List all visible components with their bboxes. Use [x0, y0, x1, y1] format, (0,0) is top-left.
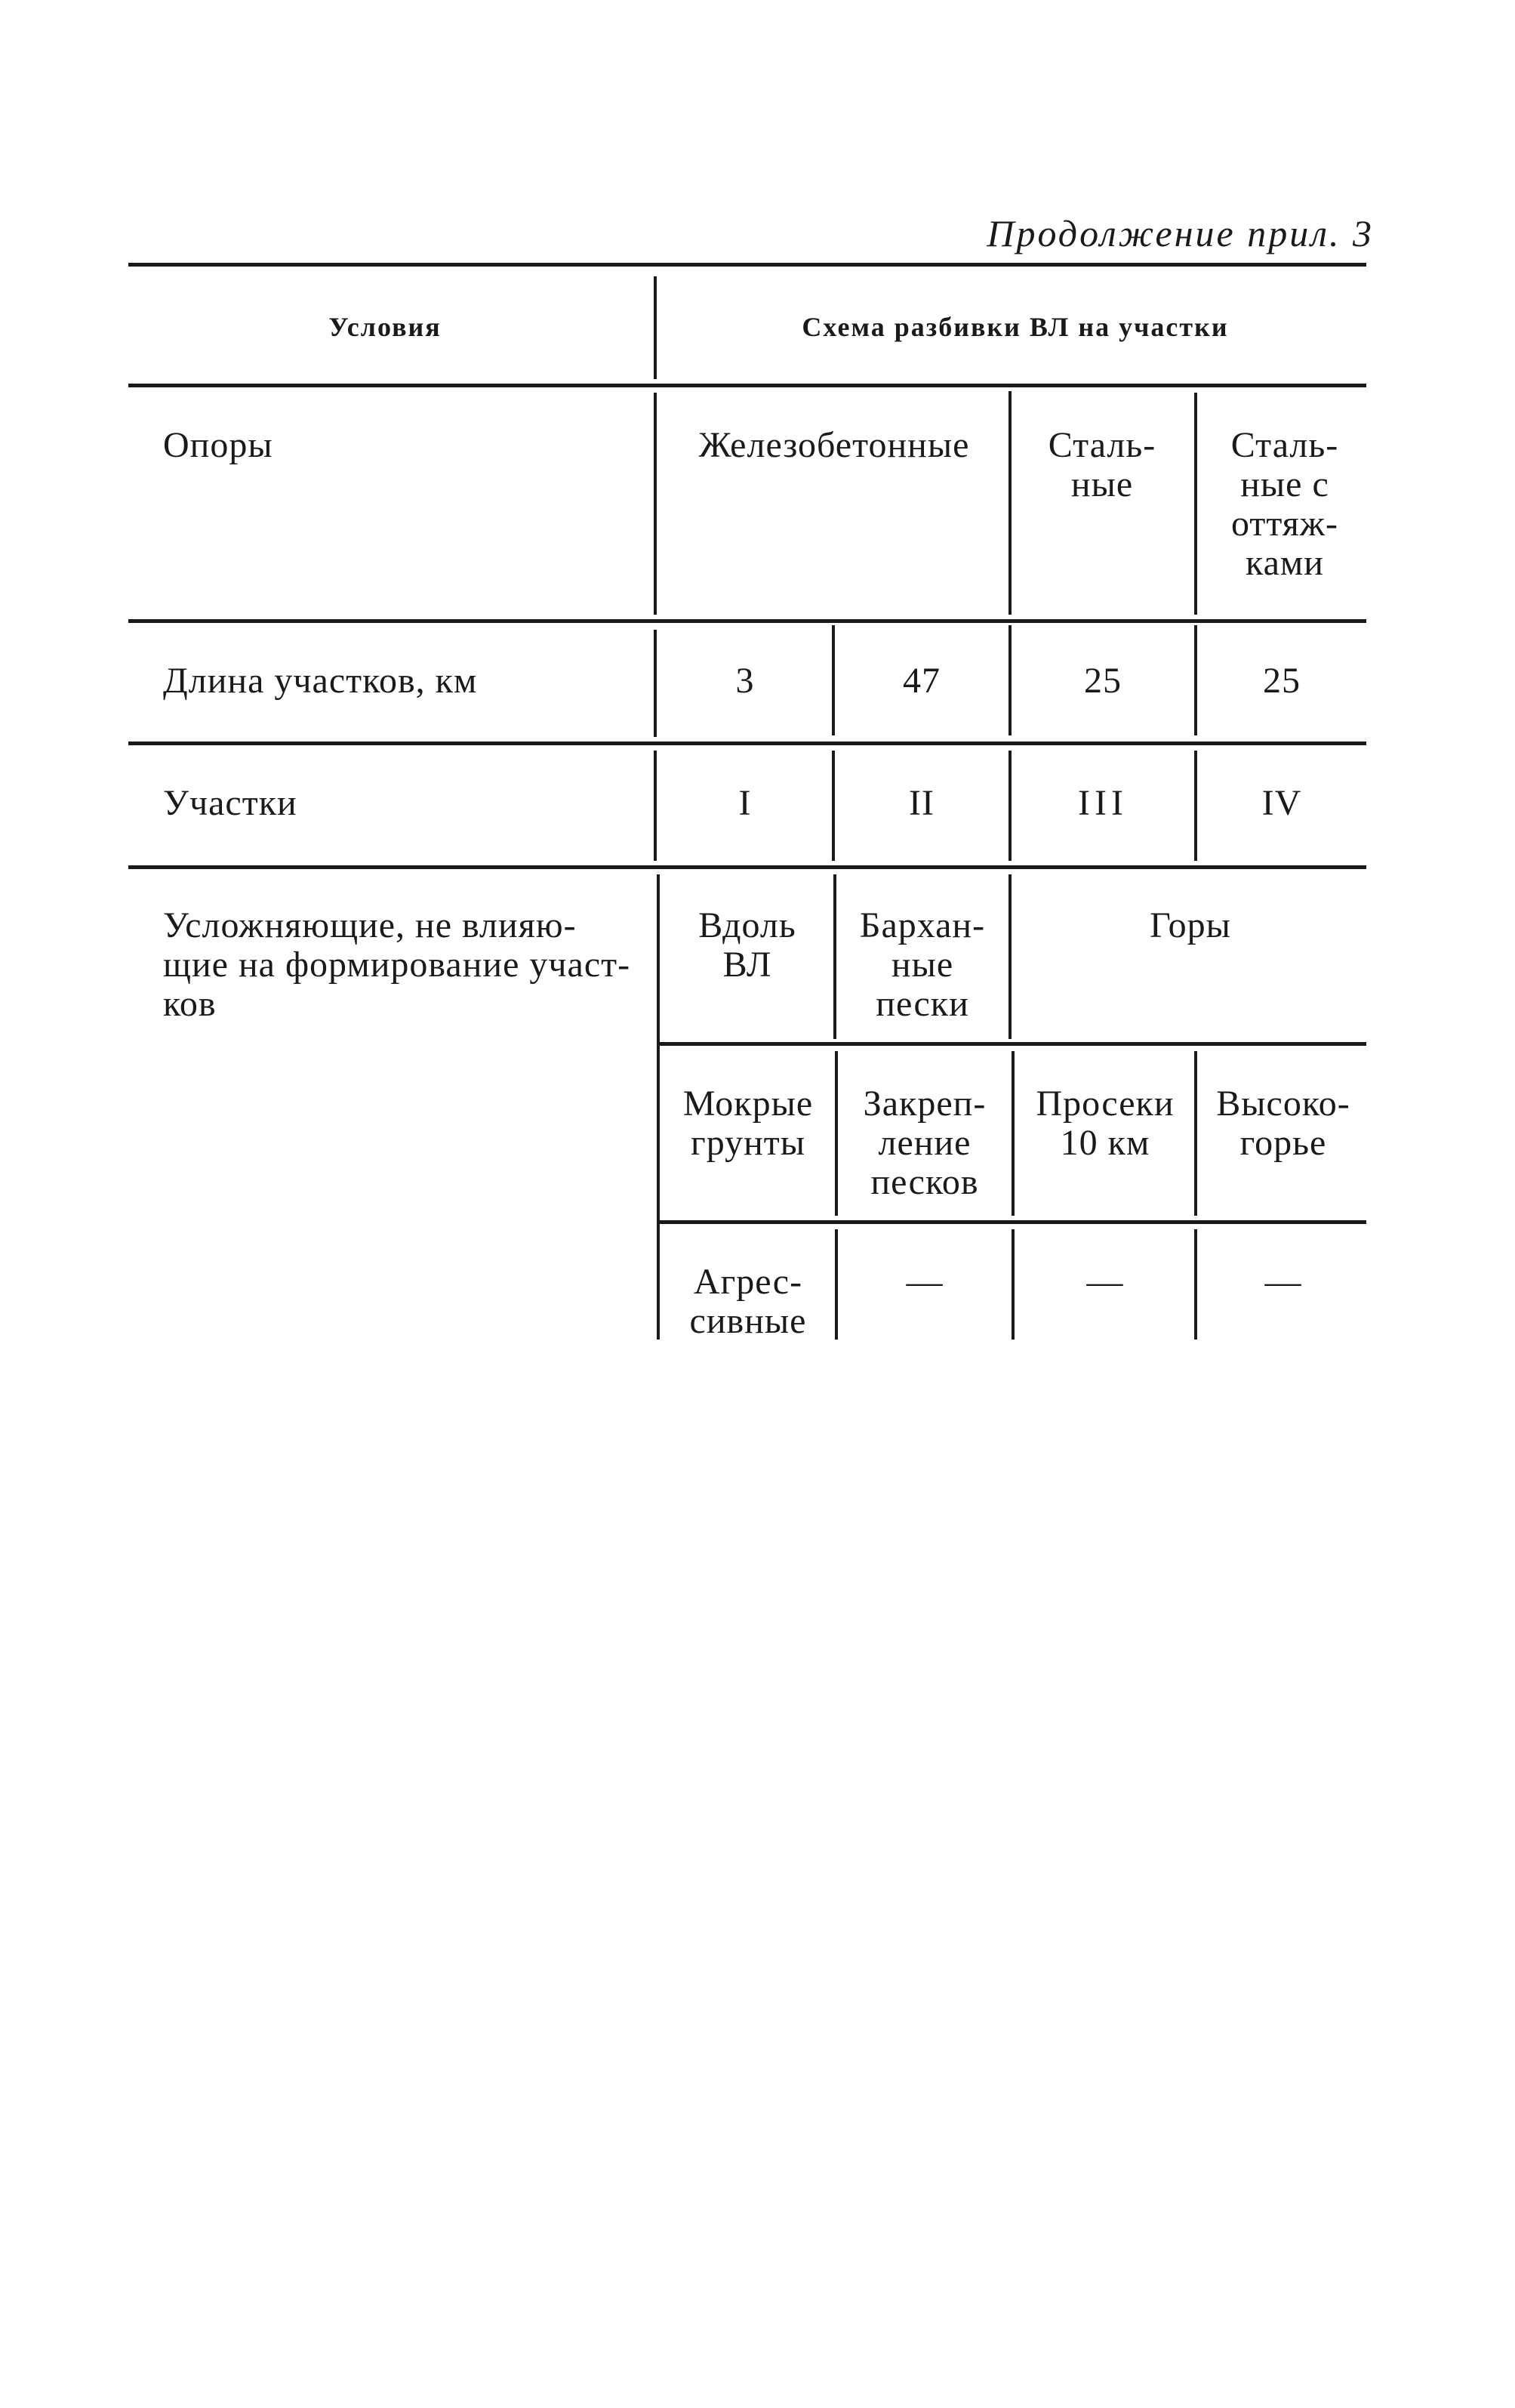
row-complicating-label: Усложняющие, не влияю- щие на формирование участ- ков: [163, 905, 631, 1024]
length-value: 47: [903, 661, 941, 701]
complicating-cell: —: [1264, 1262, 1302, 1302]
rule-sections-bottom: [128, 865, 1366, 869]
vrule-main: [657, 874, 660, 1340]
complicating-cell: Высоко- горье: [1216, 1084, 1350, 1163]
complicating-cell: Мокрые грунты: [682, 1084, 814, 1163]
section-number: III: [1078, 783, 1128, 823]
vrule-main: [654, 276, 657, 379]
vrule-col3: [1012, 1229, 1015, 1340]
vrule-col3: [1008, 391, 1012, 615]
vrule-col3: [1012, 1051, 1015, 1216]
rule-header-bottom: [128, 384, 1366, 387]
table-caption: Продолжение прил. 3: [987, 212, 1374, 254]
supports-reinforced-concrete: Железобетонные: [698, 425, 970, 465]
complicating-cell: Вдоль ВЛ: [698, 905, 796, 985]
row-supports-label: Опоры: [163, 425, 273, 465]
header-conditions: Условия: [328, 312, 442, 342]
rule-complicating-2: [658, 1220, 1366, 1224]
vrule-col2: [835, 1051, 838, 1216]
rule-length-bottom: [128, 742, 1366, 745]
rule-complicating-1: [658, 1042, 1366, 1046]
complicating-cell: Агрес- сивные: [689, 1262, 807, 1341]
vrule-main: [654, 751, 657, 861]
section-number: IV: [1261, 783, 1302, 823]
complicating-cell: Горы: [1150, 905, 1231, 945]
vrule-col2: [833, 874, 836, 1039]
vrule-col4: [1194, 393, 1197, 615]
row-sections-label: Участки: [163, 783, 297, 823]
vrule-col3: [1008, 874, 1012, 1039]
header-scheme: Схема разбивки ВЛ на участки: [802, 312, 1229, 342]
complicating-cell: Просеки 10 км: [1036, 1084, 1175, 1163]
complicating-cell: Бархан- ные пески: [859, 905, 986, 1024]
vrule-main: [654, 630, 657, 737]
length-value: 3: [735, 661, 755, 701]
section-number: I: [738, 783, 752, 823]
complicating-cell: Закреп- ление песков: [863, 1084, 987, 1202]
supports-steel-guyed: Сталь- ные с оттяж- ками: [1230, 425, 1339, 583]
length-value: 25: [1263, 661, 1301, 701]
vrule-col2: [835, 1229, 838, 1340]
vrule-col4: [1194, 1051, 1197, 1216]
complicating-cell: —: [906, 1262, 944, 1302]
vrule-col4: [1194, 1229, 1197, 1340]
rule-top: [128, 263, 1366, 267]
vrule-main: [654, 393, 657, 615]
row-length-label: Длина участков, км: [163, 661, 478, 701]
rule-supports-bottom: [128, 619, 1366, 623]
length-value: 25: [1084, 661, 1122, 701]
complicating-cell: —: [1086, 1262, 1124, 1302]
section-number: II: [909, 783, 935, 823]
supports-steel: Сталь- ные: [1048, 425, 1156, 504]
